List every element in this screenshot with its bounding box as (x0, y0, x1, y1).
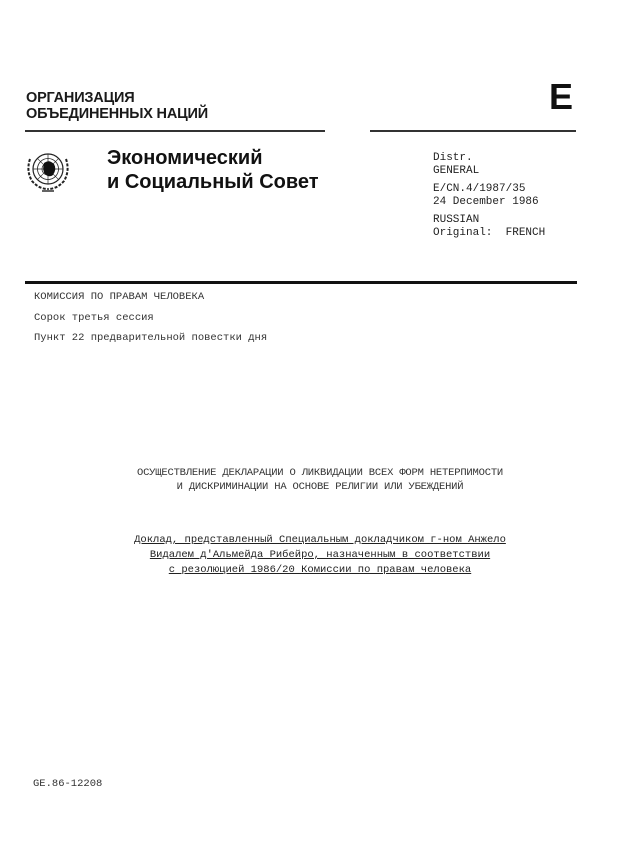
distribution-label: Distr. (433, 152, 473, 164)
council-name-line1: Экономический (107, 147, 263, 169)
header-divider (25, 281, 577, 284)
report-line2: Видалем д'Альмейда Рибейро, назначенным в соответствии (149, 549, 491, 561)
document-symbol: E/CN.4/1987/35 (433, 183, 526, 195)
un-emblem-icon (22, 145, 74, 197)
session-name: Сорок третья сессия (34, 312, 154, 324)
document-title-line1: ОСУЩЕСТВЛЕНИЕ ДЕКЛАРАЦИИ О ЛИКВИДАЦИИ ВСЕХ ФОРМ НЕТЕРПИМОСТИ (136, 467, 504, 479)
document-title (110, 466, 530, 494)
council-name-line2: и Социальный Совет (107, 171, 319, 193)
commission-name: КОМИССИЯ ПО ПРАВАМ ЧЕЛОВЕКА (34, 291, 205, 303)
report-line1: Доклад, представленный Специальным докладчиком г-ном Анжело (134, 534, 506, 546)
agenda-item: Пункт 22 предварительной повестки дня (34, 332, 268, 344)
original-label: Original: (433, 226, 493, 239)
distribution-value: GENERAL (433, 164, 480, 177)
document-info (433, 152, 545, 239)
original-language (433, 227, 545, 240)
header-rule-right (370, 130, 576, 132)
document-date: 24 December 1986 (433, 195, 539, 208)
council-name (107, 146, 319, 194)
document-title-line2: И ДИСКРИМИНАЦИИ НА ОСНОВЕ РЕЛИГИИ ИЛИ УБЕЖДЕНИЙ (176, 481, 464, 493)
original-value: FRENCH (505, 226, 546, 239)
organization-name-line1: ОРГАНИЗАЦИЯ (26, 90, 135, 106)
header-rule-left (25, 130, 325, 132)
organization-name-line2: ОБЪЕДИНЕННЫХ НАЦИЙ (26, 106, 208, 122)
document-code: GE.86-12208 (33, 778, 103, 790)
report-description (125, 533, 515, 578)
report-line3: с резолюцией 1986/20 Комиссии по правам человека (168, 564, 472, 576)
document-language: RUSSIAN (433, 214, 480, 226)
organization-name (26, 90, 208, 122)
language-letter: E (549, 76, 574, 117)
